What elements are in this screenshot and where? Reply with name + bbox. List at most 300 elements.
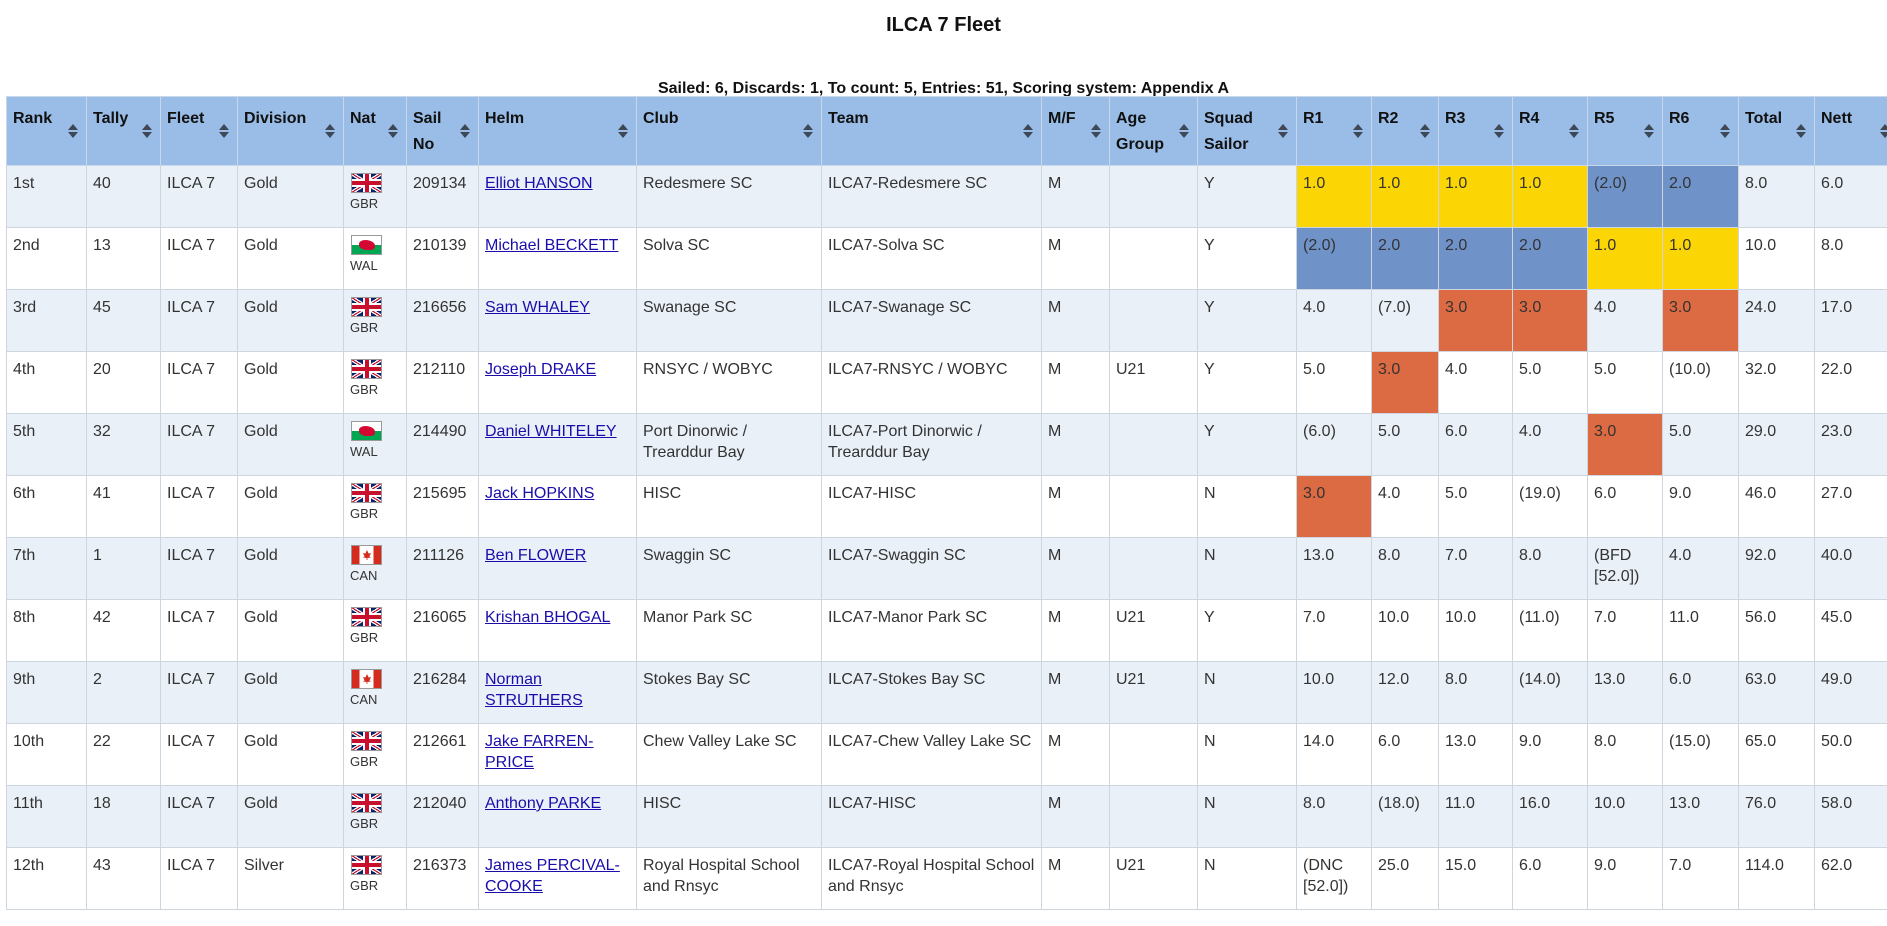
race-r6-cell: 11.0 xyxy=(1663,600,1739,662)
squad-sailor-cell: Y xyxy=(1198,352,1297,414)
division-cell: Gold xyxy=(238,352,344,414)
helm-link[interactable]: Elliot HANSON xyxy=(485,175,593,192)
table-row xyxy=(7,600,1887,662)
sort-arrows-icon[interactable] xyxy=(1353,123,1363,139)
race-r4-cell: 2.0 xyxy=(1513,228,1588,290)
wal-flag-icon xyxy=(351,421,382,441)
fleet-cell: ILCA 7 xyxy=(161,538,238,600)
column-header-nat[interactable] xyxy=(344,97,407,166)
sail-no-cell: 212040 xyxy=(407,786,479,848)
sort-arrows-icon[interactable] xyxy=(803,123,813,139)
column-header-label: Division xyxy=(244,110,307,127)
division-cell: Gold xyxy=(238,228,344,290)
table-row xyxy=(7,414,1887,476)
race-r4-cell: 4.0 xyxy=(1513,414,1588,476)
gbr-flag-icon xyxy=(351,607,382,627)
nat-cell xyxy=(344,786,407,848)
race-r4-cell: (14.0) xyxy=(1513,662,1588,724)
helm-link[interactable]: Anthony PARKE xyxy=(485,795,602,812)
race-r1-cell: 4.0 xyxy=(1297,290,1372,352)
helm-cell xyxy=(479,848,637,910)
helm-link[interactable]: Krishan BHOGAL xyxy=(485,609,611,626)
rank-cell: 4th xyxy=(7,352,87,414)
sort-arrows-icon[interactable] xyxy=(460,123,470,139)
tally-cell: 22 xyxy=(87,724,161,786)
squad-sailor-cell: Y xyxy=(1198,166,1297,228)
squad-sailor-cell: Y xyxy=(1198,290,1297,352)
sail-no-cell: 216373 xyxy=(407,848,479,910)
race-r5-cell: 13.0 xyxy=(1588,662,1663,724)
gender-cell: M xyxy=(1042,476,1110,538)
race-r2-cell: 4.0 xyxy=(1372,476,1439,538)
nat-code: WAL xyxy=(350,444,378,459)
race-r3-cell: 4.0 xyxy=(1439,352,1513,414)
sail-no-cell: 211126 xyxy=(407,538,479,600)
race-r3-cell: 5.0 xyxy=(1439,476,1513,538)
sort-arrows-icon[interactable] xyxy=(219,123,229,139)
race-r1-cell: (6.0) xyxy=(1297,414,1372,476)
column-header-total[interactable] xyxy=(1739,97,1815,166)
race-r2-cell: (18.0) xyxy=(1372,786,1439,848)
results-table xyxy=(6,96,1887,910)
column-header-squad-sailor[interactable] xyxy=(1198,97,1297,166)
helm-link[interactable]: Daniel WHITELEY xyxy=(485,423,617,440)
total-cell: 76.0 xyxy=(1739,786,1815,848)
nett-cell: 58.0 xyxy=(1815,786,1887,848)
helm-link[interactable]: Michael BECKETT xyxy=(485,237,619,254)
nett-cell: 40.0 xyxy=(1815,538,1887,600)
total-cell: 32.0 xyxy=(1739,352,1815,414)
total-cell: 10.0 xyxy=(1739,228,1815,290)
helm-cell xyxy=(479,414,637,476)
race-r5-cell: 8.0 xyxy=(1588,724,1663,786)
race-r5-cell: 9.0 xyxy=(1588,848,1663,910)
table-row xyxy=(7,662,1887,724)
results-table-container xyxy=(6,96,1887,910)
age-group-cell xyxy=(1110,786,1198,848)
age-group-cell: U21 xyxy=(1110,600,1198,662)
squad-sailor-cell: N xyxy=(1198,662,1297,724)
sort-arrows-icon[interactable] xyxy=(1494,123,1504,139)
age-group-cell xyxy=(1110,414,1198,476)
helm-link[interactable]: Sam WHALEY xyxy=(485,299,590,316)
sail-no-cell: 212661 xyxy=(407,724,479,786)
race-r1-cell: 1.0 xyxy=(1297,166,1372,228)
nat-cell xyxy=(344,290,407,352)
nett-cell: 49.0 xyxy=(1815,662,1887,724)
sort-arrows-icon[interactable] xyxy=(1091,123,1101,139)
column-header-club[interactable] xyxy=(637,97,822,166)
club-cell: Chew Valley Lake SC xyxy=(637,724,822,786)
nat-code: CAN xyxy=(350,568,378,583)
helm-cell xyxy=(479,166,637,228)
race-r3-cell: 11.0 xyxy=(1439,786,1513,848)
results-body xyxy=(7,166,1887,910)
rank-cell: 2nd xyxy=(7,228,87,290)
race-r2-cell: 5.0 xyxy=(1372,414,1439,476)
sail-no-cell: 216656 xyxy=(407,290,479,352)
fleet-cell: ILCA 7 xyxy=(161,848,238,910)
column-header-sail-no[interactable] xyxy=(407,97,479,166)
race-r3-cell: 10.0 xyxy=(1439,600,1513,662)
fleet-cell: ILCA 7 xyxy=(161,414,238,476)
column-header-helm[interactable] xyxy=(479,97,637,166)
sail-no-cell: 210139 xyxy=(407,228,479,290)
column-header-label: Helm xyxy=(485,110,525,127)
race-r5-cell: 10.0 xyxy=(1588,786,1663,848)
race-r1-cell: 14.0 xyxy=(1297,724,1372,786)
race-r1-cell: 10.0 xyxy=(1297,662,1372,724)
fleet-cell: ILCA 7 xyxy=(161,290,238,352)
race-r3-cell: 8.0 xyxy=(1439,662,1513,724)
age-group-cell xyxy=(1110,290,1198,352)
race-r4-cell: (19.0) xyxy=(1513,476,1588,538)
gbr-flag-icon xyxy=(351,359,382,379)
race-r3-cell: 13.0 xyxy=(1439,724,1513,786)
sort-arrows-icon[interactable] xyxy=(142,123,152,139)
squad-sailor-cell: N xyxy=(1198,476,1297,538)
gender-cell: M xyxy=(1042,600,1110,662)
column-header-label: Sail No xyxy=(413,110,442,153)
nat-code: GBR xyxy=(350,754,379,769)
helm-cell xyxy=(479,352,637,414)
column-header-label: Age Group xyxy=(1116,110,1164,153)
wal-flag-icon xyxy=(351,235,382,255)
club-cell: Royal Hospital School and Rnsyc xyxy=(637,848,822,910)
nat-cell xyxy=(344,848,407,910)
helm-cell xyxy=(479,662,637,724)
age-group-cell xyxy=(1110,538,1198,600)
squad-sailor-cell: N xyxy=(1198,538,1297,600)
division-cell: Gold xyxy=(238,290,344,352)
age-group-cell: U21 xyxy=(1110,848,1198,910)
race-r4-cell: 9.0 xyxy=(1513,724,1588,786)
series-summary: Sailed: 6, Discards: 1, To count: 5, Entries: 51, Scoring system: Appendix A xyxy=(657,80,1230,97)
nat-code: GBR xyxy=(350,196,379,211)
fleet-cell: ILCA 7 xyxy=(161,662,238,724)
division-cell: Gold xyxy=(238,414,344,476)
team-cell: ILCA7-Chew Valley Lake SC xyxy=(822,724,1042,786)
can-flag-icon xyxy=(351,669,382,689)
tally-cell: 1 xyxy=(87,538,161,600)
squad-sailor-cell: Y xyxy=(1198,600,1297,662)
sort-arrows-icon[interactable] xyxy=(1796,123,1806,139)
race-r1-cell: 3.0 xyxy=(1297,476,1372,538)
sail-no-cell: 212110 xyxy=(407,352,479,414)
helm-link[interactable]: Jake FARREN-PRICE xyxy=(485,733,594,771)
race-r5-cell: 6.0 xyxy=(1588,476,1663,538)
nett-cell: 17.0 xyxy=(1815,290,1887,352)
race-r2-cell: 3.0 xyxy=(1372,352,1439,414)
table-row xyxy=(7,166,1887,228)
gbr-flag-icon xyxy=(351,483,382,503)
sort-arrows-icon[interactable] xyxy=(1420,123,1430,139)
column-header-label: Fleet xyxy=(167,110,205,127)
tally-cell: 43 xyxy=(87,848,161,910)
column-header-label: R6 xyxy=(1669,110,1690,127)
sort-arrows-icon[interactable] xyxy=(1023,123,1033,139)
gender-cell: M xyxy=(1042,228,1110,290)
race-r5-cell: (BFD [52.0]) xyxy=(1588,538,1663,600)
total-cell: 114.0 xyxy=(1739,848,1815,910)
race-r4-cell: (11.0) xyxy=(1513,600,1588,662)
helm-link[interactable]: Jack HOPKINS xyxy=(485,485,595,502)
total-cell: 92.0 xyxy=(1739,538,1815,600)
total-cell: 56.0 xyxy=(1739,600,1815,662)
tally-cell: 40 xyxy=(87,166,161,228)
helm-cell xyxy=(479,228,637,290)
tally-cell: 45 xyxy=(87,290,161,352)
gender-cell: M xyxy=(1042,414,1110,476)
table-row xyxy=(7,476,1887,538)
helm-cell xyxy=(479,476,637,538)
fleet-cell: ILCA 7 xyxy=(161,166,238,228)
helm-link[interactable]: Ben FLOWER xyxy=(485,547,587,564)
club-cell: Stokes Bay SC xyxy=(637,662,822,724)
column-header-m-f[interactable] xyxy=(1042,97,1110,166)
column-header-label: R4 xyxy=(1519,110,1540,127)
sort-arrows-icon[interactable] xyxy=(68,123,78,139)
helm-link[interactable]: James PERCIVAL-COOKE xyxy=(485,857,620,895)
tally-cell: 32 xyxy=(87,414,161,476)
tally-cell: 20 xyxy=(87,352,161,414)
nett-cell: 8.0 xyxy=(1815,228,1887,290)
race-r3-cell: 6.0 xyxy=(1439,414,1513,476)
column-header-r5[interactable] xyxy=(1588,97,1663,166)
column-header-r6[interactable] xyxy=(1663,97,1739,166)
nat-cell xyxy=(344,166,407,228)
nett-cell: 62.0 xyxy=(1815,848,1887,910)
fleet-cell: ILCA 7 xyxy=(161,352,238,414)
total-cell: 63.0 xyxy=(1739,662,1815,724)
nat-code: GBR xyxy=(350,630,379,645)
column-header-fleet[interactable] xyxy=(161,97,238,166)
race-r2-cell: 1.0 xyxy=(1372,166,1439,228)
sort-arrows-icon[interactable] xyxy=(1644,123,1654,139)
sail-no-cell: 216065 xyxy=(407,600,479,662)
team-cell: ILCA7-HISC xyxy=(822,476,1042,538)
sort-arrows-icon[interactable] xyxy=(618,123,628,139)
team-cell: ILCA7-Solva SC xyxy=(822,228,1042,290)
rank-cell: 1st xyxy=(7,166,87,228)
helm-cell xyxy=(479,290,637,352)
nett-cell: 50.0 xyxy=(1815,724,1887,786)
team-cell: ILCA7-Manor Park SC xyxy=(822,600,1042,662)
helm-cell xyxy=(479,538,637,600)
division-cell: Gold xyxy=(238,166,344,228)
club-cell: Manor Park SC xyxy=(637,600,822,662)
total-cell: 24.0 xyxy=(1739,290,1815,352)
helm-link[interactable]: Joseph DRAKE xyxy=(485,361,597,378)
nat-cell xyxy=(344,352,407,414)
squad-sailor-cell: Y xyxy=(1198,414,1297,476)
division-cell: Silver xyxy=(238,848,344,910)
gender-cell: M xyxy=(1042,290,1110,352)
nat-code: WAL xyxy=(350,258,378,273)
sort-arrows-icon[interactable] xyxy=(1179,123,1189,139)
race-r1-cell: 7.0 xyxy=(1297,600,1372,662)
gender-cell: M xyxy=(1042,848,1110,910)
race-r2-cell: 25.0 xyxy=(1372,848,1439,910)
race-r3-cell: 2.0 xyxy=(1439,228,1513,290)
column-header-tally[interactable] xyxy=(87,97,161,166)
sort-arrows-icon[interactable] xyxy=(1569,123,1579,139)
team-cell: ILCA7-Swaggin SC xyxy=(822,538,1042,600)
race-r4-cell: 16.0 xyxy=(1513,786,1588,848)
column-header-division[interactable] xyxy=(238,97,344,166)
gender-cell: M xyxy=(1042,538,1110,600)
table-row xyxy=(7,228,1887,290)
race-r2-cell: 12.0 xyxy=(1372,662,1439,724)
race-r4-cell: 1.0 xyxy=(1513,166,1588,228)
nett-cell: 6.0 xyxy=(1815,166,1887,228)
team-cell: ILCA7-HISC xyxy=(822,786,1042,848)
nat-cell xyxy=(344,538,407,600)
rank-cell: 9th xyxy=(7,662,87,724)
column-header-r3[interactable] xyxy=(1439,97,1513,166)
nat-code: GBR xyxy=(350,506,379,521)
division-cell: Gold xyxy=(238,724,344,786)
header-row xyxy=(7,97,1887,166)
helm-cell xyxy=(479,724,637,786)
nett-cell: 23.0 xyxy=(1815,414,1887,476)
race-r4-cell: 8.0 xyxy=(1513,538,1588,600)
sail-no-cell: 216284 xyxy=(407,662,479,724)
team-cell: ILCA7-Stokes Bay SC xyxy=(822,662,1042,724)
rank-cell: 7th xyxy=(7,538,87,600)
helm-link[interactable]: Norman STRUTHERS xyxy=(485,671,583,709)
division-cell: Gold xyxy=(238,476,344,538)
race-r5-cell: 3.0 xyxy=(1588,414,1663,476)
nat-code: GBR xyxy=(350,878,379,893)
column-header-team[interactable] xyxy=(822,97,1042,166)
sail-no-cell: 214490 xyxy=(407,414,479,476)
helm-cell xyxy=(479,786,637,848)
race-r3-cell: 7.0 xyxy=(1439,538,1513,600)
race-r5-cell: (2.0) xyxy=(1588,166,1663,228)
nat-cell xyxy=(344,414,407,476)
fleet-cell: ILCA 7 xyxy=(161,476,238,538)
nat-cell xyxy=(344,724,407,786)
club-cell: Solva SC xyxy=(637,228,822,290)
nat-cell xyxy=(344,476,407,538)
column-header-nett[interactable] xyxy=(1815,97,1887,166)
nett-cell: 27.0 xyxy=(1815,476,1887,538)
table-row xyxy=(7,786,1887,848)
column-header-rank[interactable] xyxy=(7,97,87,166)
sail-no-cell: 209134 xyxy=(407,166,479,228)
race-r4-cell: 6.0 xyxy=(1513,848,1588,910)
division-cell: Gold xyxy=(238,600,344,662)
race-r2-cell: 2.0 xyxy=(1372,228,1439,290)
nat-cell xyxy=(344,662,407,724)
nat-cell xyxy=(344,600,407,662)
column-header-age-group[interactable] xyxy=(1110,97,1198,166)
sort-arrows-icon[interactable] xyxy=(388,123,398,139)
race-r6-cell: (10.0) xyxy=(1663,352,1739,414)
total-cell: 8.0 xyxy=(1739,166,1815,228)
tally-cell: 18 xyxy=(87,786,161,848)
nat-code: CAN xyxy=(350,692,378,707)
column-header-r1[interactable] xyxy=(1297,97,1372,166)
page-title: ILCA 7 Fleet xyxy=(886,14,1001,36)
fleet-cell: ILCA 7 xyxy=(161,786,238,848)
club-cell: RNSYC / WOBYC xyxy=(637,352,822,414)
gbr-flag-icon xyxy=(351,297,382,317)
squad-sailor-cell: N xyxy=(1198,724,1297,786)
gender-cell: M xyxy=(1042,352,1110,414)
race-r6-cell: 2.0 xyxy=(1663,166,1739,228)
race-r3-cell: 3.0 xyxy=(1439,290,1513,352)
column-header-label: R1 xyxy=(1303,110,1324,127)
table-row xyxy=(7,724,1887,786)
club-cell: Port Dinorwic / Trearddur Bay xyxy=(637,414,822,476)
column-header-label: Nett xyxy=(1821,110,1853,127)
column-header-label: R3 xyxy=(1445,110,1466,127)
nat-code: GBR xyxy=(350,382,379,397)
race-r2-cell: 10.0 xyxy=(1372,600,1439,662)
total-cell: 65.0 xyxy=(1739,724,1815,786)
age-group-cell xyxy=(1110,228,1198,290)
helm-cell xyxy=(479,600,637,662)
race-r6-cell: 7.0 xyxy=(1663,848,1739,910)
team-cell: ILCA7-Redesmere SC xyxy=(822,166,1042,228)
sort-arrows-icon[interactable] xyxy=(325,123,335,139)
tally-cell: 41 xyxy=(87,476,161,538)
sort-arrows-icon[interactable] xyxy=(1720,123,1730,139)
team-cell: ILCA7-Swanage SC xyxy=(822,290,1042,352)
table-row xyxy=(7,290,1887,352)
rank-cell: 12th xyxy=(7,848,87,910)
gender-cell: M xyxy=(1042,786,1110,848)
column-header-r4[interactable] xyxy=(1513,97,1588,166)
sort-arrows-icon[interactable] xyxy=(1880,123,1887,139)
race-r6-cell: 6.0 xyxy=(1663,662,1739,724)
fleet-cell: ILCA 7 xyxy=(161,228,238,290)
rank-cell: 11th xyxy=(7,786,87,848)
rank-cell: 5th xyxy=(7,414,87,476)
column-header-label: M/F xyxy=(1048,110,1076,127)
sort-arrows-icon[interactable] xyxy=(1278,123,1288,139)
column-header-r2[interactable] xyxy=(1372,97,1439,166)
team-cell: ILCA7-RNSYC / WOBYC xyxy=(822,352,1042,414)
column-header-label: R5 xyxy=(1594,110,1615,127)
sail-no-cell: 215695 xyxy=(407,476,479,538)
total-cell: 46.0 xyxy=(1739,476,1815,538)
club-cell: HISC xyxy=(637,476,822,538)
race-r3-cell: 15.0 xyxy=(1439,848,1513,910)
nat-code: GBR xyxy=(350,320,379,335)
race-r2-cell: (7.0) xyxy=(1372,290,1439,352)
gbr-flag-icon xyxy=(351,731,382,751)
age-group-cell xyxy=(1110,166,1198,228)
race-r1-cell: 5.0 xyxy=(1297,352,1372,414)
team-cell: ILCA7-Port Dinorwic / Trearddur Bay xyxy=(822,414,1042,476)
club-cell: Swaggin SC xyxy=(637,538,822,600)
column-header-label: Squad Sailor xyxy=(1204,110,1253,153)
race-r5-cell: 1.0 xyxy=(1588,228,1663,290)
race-r5-cell: 7.0 xyxy=(1588,600,1663,662)
squad-sailor-cell: Y xyxy=(1198,228,1297,290)
rank-cell: 3rd xyxy=(7,290,87,352)
fleet-cell: ILCA 7 xyxy=(161,724,238,786)
column-header-label: Rank xyxy=(13,110,53,127)
race-r6-cell: 4.0 xyxy=(1663,538,1739,600)
division-cell: Gold xyxy=(238,538,344,600)
gender-cell: M xyxy=(1042,724,1110,786)
division-cell: Gold xyxy=(238,662,344,724)
race-r1-cell: (2.0) xyxy=(1297,228,1372,290)
